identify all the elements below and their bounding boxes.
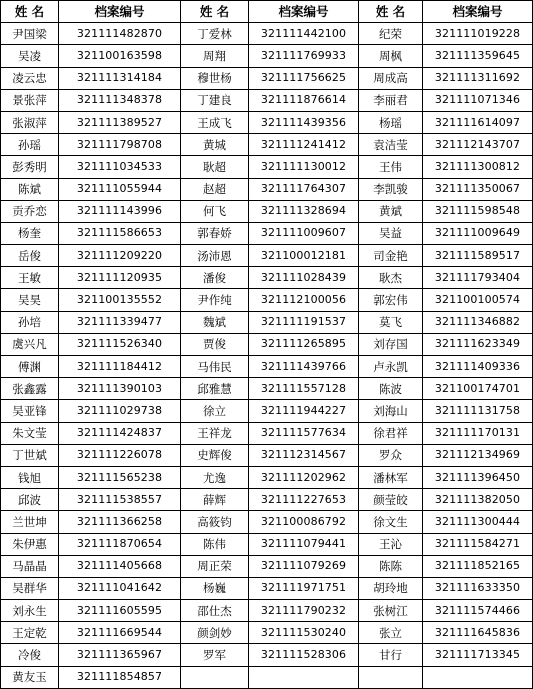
id-cell: 321100086792: [249, 511, 359, 533]
table-row: [1, 422, 533, 444]
table-row: [1, 577, 533, 599]
id-cell: 321111390103: [59, 378, 181, 400]
id-cell: 321111623349: [423, 333, 533, 355]
name-cell: 颜剑妙: [181, 622, 249, 644]
name-cell: 黄城: [181, 134, 249, 156]
table-row: [1, 156, 533, 178]
table-row: [1, 666, 533, 688]
name-cell: 黄斌: [359, 200, 423, 222]
table-row: [1, 111, 533, 133]
name-cell: 尤逸: [181, 466, 249, 488]
table-row: [1, 311, 533, 333]
id-cell: 321111079441: [249, 533, 359, 555]
id-cell: 321111424837: [59, 422, 181, 444]
table-row: [1, 289, 533, 311]
id-cell: 321111350067: [423, 178, 533, 200]
id-cell: 321112134969: [423, 444, 533, 466]
id-cell: 321111028439: [249, 267, 359, 289]
id-cell: 321111339477: [59, 311, 181, 333]
name-cell: 陈陈: [359, 555, 423, 577]
header-name-col-2: 姓 名: [181, 1, 249, 23]
name-cell: 吴凌: [1, 45, 59, 67]
table-row: [1, 644, 533, 666]
table-row: [1, 511, 533, 533]
name-cell: 耿杰: [359, 267, 423, 289]
name-cell: 颜莹皎: [359, 489, 423, 511]
id-cell: 321111055944: [59, 178, 181, 200]
id-cell: 321111526340: [59, 333, 181, 355]
name-cell: 周正荣: [181, 555, 249, 577]
id-cell: [249, 666, 359, 688]
table-row: [1, 533, 533, 555]
id-cell: 321111265895: [249, 333, 359, 355]
name-cell: 丁世斌: [1, 444, 59, 466]
name-cell: 黄友玉: [1, 666, 59, 688]
table-row: [1, 444, 533, 466]
name-cell: 袁洁莹: [359, 134, 423, 156]
header-id-col-2: 档案编号: [249, 1, 359, 23]
name-cell: 薛辉: [181, 489, 249, 511]
id-cell: [423, 666, 533, 688]
table-row: [1, 378, 533, 400]
id-cell: 321100163598: [59, 45, 181, 67]
id-cell: 321111029738: [59, 400, 181, 422]
id-cell: 321111034533: [59, 156, 181, 178]
name-cell: 王沁: [359, 533, 423, 555]
name-cell: 徐君祥: [359, 422, 423, 444]
name-cell: 罗军: [181, 644, 249, 666]
table-row: [1, 356, 533, 378]
table-row: [1, 466, 533, 488]
id-cell: 321111226078: [59, 444, 181, 466]
name-cell: 邱雅慧: [181, 378, 249, 400]
name-cell: 吴昊: [1, 289, 59, 311]
id-cell: 321111764307: [249, 178, 359, 200]
id-cell: 321111241412: [249, 134, 359, 156]
name-cell: 张鑫露: [1, 378, 59, 400]
name-cell: 邵仕杰: [181, 600, 249, 622]
id-cell: 321111852165: [423, 555, 533, 577]
table-row: [1, 89, 533, 111]
table-row: [1, 622, 533, 644]
header-id-col-1: 档案编号: [59, 1, 181, 23]
name-cell: 何飞: [181, 200, 249, 222]
id-cell: 321111227653: [249, 489, 359, 511]
id-cell: 321111365967: [59, 644, 181, 666]
name-cell: 魏斌: [181, 311, 249, 333]
name-cell: 刘存国: [359, 333, 423, 355]
id-cell: 321100100574: [423, 289, 533, 311]
id-cell: 321111079269: [249, 555, 359, 577]
id-cell: 321111442100: [249, 23, 359, 45]
name-cell: 丁爱林: [181, 23, 249, 45]
id-cell: 321111131758: [423, 400, 533, 422]
id-cell: 321111756625: [249, 67, 359, 89]
id-cell: 321111130012: [249, 156, 359, 178]
id-cell: 321111944227: [249, 400, 359, 422]
name-cell: 邱波: [1, 489, 59, 511]
id-cell: 321112314567: [249, 444, 359, 466]
table-row: [1, 600, 533, 622]
table-row: [1, 45, 533, 67]
table-row: [1, 67, 533, 89]
name-cell: 吴亚锋: [1, 400, 59, 422]
name-cell: 穆世杨: [181, 67, 249, 89]
id-cell: 321111009607: [249, 222, 359, 244]
id-cell: 321111300812: [423, 156, 533, 178]
id-cell: 321111170131: [423, 422, 533, 444]
id-cell: 321111009649: [423, 222, 533, 244]
id-cell: 321111184412: [59, 356, 181, 378]
name-cell: 兰世坤: [1, 511, 59, 533]
name-cell: 徐立: [181, 400, 249, 422]
name-cell: 周翔: [181, 45, 249, 67]
id-cell: 321111409336: [423, 356, 533, 378]
id-cell: 321112100056: [249, 289, 359, 311]
header-name-col-1: 姓 名: [1, 1, 59, 23]
id-cell: 321111557128: [249, 378, 359, 400]
id-cell: 321111071346: [423, 89, 533, 111]
table-row: [1, 23, 533, 45]
id-cell: 321111396450: [423, 466, 533, 488]
name-cell: 张立: [359, 622, 423, 644]
id-cell: 321111586653: [59, 222, 181, 244]
name-cell: 陈斌: [1, 178, 59, 200]
name-cell: 刘永生: [1, 600, 59, 622]
id-cell: 321111538557: [59, 489, 181, 511]
id-cell: 321111191537: [249, 311, 359, 333]
table-row: [1, 178, 533, 200]
id-cell: 321100174701: [423, 378, 533, 400]
id-cell: 321111633350: [423, 577, 533, 599]
name-cell: 司金艳: [359, 245, 423, 267]
name-cell: 朱伊惠: [1, 533, 59, 555]
name-cell: 杨奎: [1, 222, 59, 244]
header-row: [1, 1, 533, 23]
id-cell: 321111798708: [59, 134, 181, 156]
id-cell: 321111382050: [423, 489, 533, 511]
id-cell: 321111530240: [249, 622, 359, 644]
name-cell: 虞兴凡: [1, 333, 59, 355]
id-cell: 321111328694: [249, 200, 359, 222]
name-cell: 杨瑶: [359, 111, 423, 133]
name-cell: 耿超: [181, 156, 249, 178]
name-cell: 周成高: [359, 67, 423, 89]
table-row: [1, 489, 533, 511]
name-cell: 陈波: [359, 378, 423, 400]
id-cell: 321111019228: [423, 23, 533, 45]
name-cell: 孙瑶: [1, 134, 59, 156]
id-cell: 321111041642: [59, 577, 181, 599]
id-cell: 321111209220: [59, 245, 181, 267]
name-cell: 王祥龙: [181, 422, 249, 444]
name-cell: 贾俊: [181, 333, 249, 355]
name-cell: 钱旭: [1, 466, 59, 488]
name-cell: 朱文莹: [1, 422, 59, 444]
id-cell: 321111314184: [59, 67, 181, 89]
id-cell: 321100012181: [249, 245, 359, 267]
id-cell: 321111669544: [59, 622, 181, 644]
name-cell: 吴群华: [1, 577, 59, 599]
id-cell: 321111577634: [249, 422, 359, 444]
id-cell: 321111300444: [423, 511, 533, 533]
name-cell: 周枫: [359, 45, 423, 67]
name-cell: 尹作纯: [181, 289, 249, 311]
id-cell: 321111713345: [423, 644, 533, 666]
name-cell: 张淑萍: [1, 111, 59, 133]
name-cell: 王伟: [359, 156, 423, 178]
id-cell: 321111143996: [59, 200, 181, 222]
table-row: [1, 555, 533, 577]
table-row: [1, 222, 533, 244]
name-cell: 岳俊: [1, 245, 59, 267]
name-cell: [359, 666, 423, 688]
name-cell: 马伟民: [181, 356, 249, 378]
id-cell: 321111769933: [249, 45, 359, 67]
id-cell: 321100135552: [59, 289, 181, 311]
id-cell: 321111359645: [423, 45, 533, 67]
id-cell: 321111405668: [59, 555, 181, 577]
name-cell: 凌云忠: [1, 67, 59, 89]
name-cell: 杨巍: [181, 577, 249, 599]
name-cell: 马晶晶: [1, 555, 59, 577]
name-cell: 高筱钧: [181, 511, 249, 533]
name-cell: 赵超: [181, 178, 249, 200]
id-cell: 321111120935: [59, 267, 181, 289]
id-cell: 321111790232: [249, 600, 359, 622]
table-row: [1, 267, 533, 289]
name-cell: 李凯骏: [359, 178, 423, 200]
name-cell: 傅渊: [1, 356, 59, 378]
id-cell: 321111574466: [423, 600, 533, 622]
name-cell: 潘林军: [359, 466, 423, 488]
name-cell: 王成飞: [181, 111, 249, 133]
id-cell: 321111870654: [59, 533, 181, 555]
id-cell: 321111348378: [59, 89, 181, 111]
id-cell: 321111482870: [59, 23, 181, 45]
name-cell: 孙培: [1, 311, 59, 333]
name-cell: 罗众: [359, 444, 423, 466]
header-name-col-3: 姓 名: [359, 1, 423, 23]
name-cell: 景张萍: [1, 89, 59, 111]
id-cell: 321111605595: [59, 600, 181, 622]
id-cell: 321111528306: [249, 644, 359, 666]
table-row: [1, 134, 533, 156]
id-cell: 321111793404: [423, 267, 533, 289]
name-cell: 王敏: [1, 267, 59, 289]
name-cell: 莫飞: [359, 311, 423, 333]
name-cell: 徐文生: [359, 511, 423, 533]
name-cell: 史辉俊: [181, 444, 249, 466]
id-cell: 321111311692: [423, 67, 533, 89]
name-cell: 吴益: [359, 222, 423, 244]
id-cell: 321111971751: [249, 577, 359, 599]
name-cell: 纪荣: [359, 23, 423, 45]
name-cell: 刘海山: [359, 400, 423, 422]
name-cell: 胡玲地: [359, 577, 423, 599]
id-cell: 321111202962: [249, 466, 359, 488]
header-id-col-3: 档案编号: [423, 1, 533, 23]
name-cell: [181, 666, 249, 688]
table-row: [1, 200, 533, 222]
name-cell: 甘行: [359, 644, 423, 666]
id-cell: 321111598548: [423, 200, 533, 222]
name-cell: 张树江: [359, 600, 423, 622]
id-cell: 321112143707: [423, 134, 533, 156]
id-cell: 321111389527: [59, 111, 181, 133]
name-cell: 郭春娇: [181, 222, 249, 244]
id-cell: 321111439766: [249, 356, 359, 378]
table-body: [1, 23, 533, 689]
name-cell: 李丽君: [359, 89, 423, 111]
name-cell: 潘俊: [181, 267, 249, 289]
id-cell: 321111366258: [59, 511, 181, 533]
table-row: [1, 400, 533, 422]
id-cell: 321111584271: [423, 533, 533, 555]
id-cell: 321111876614: [249, 89, 359, 111]
id-cell: 321111439356: [249, 111, 359, 133]
name-cell: 尹国梁: [1, 23, 59, 45]
id-cell: 321111565238: [59, 466, 181, 488]
name-cell: 贡乔恋: [1, 200, 59, 222]
name-cell: 冷俊: [1, 644, 59, 666]
id-cell: 321111614097: [423, 111, 533, 133]
name-cell: 卢永凯: [359, 356, 423, 378]
name-cell: 陈伟: [181, 533, 249, 555]
table-row: [1, 245, 533, 267]
id-cell: 321111645836: [423, 622, 533, 644]
name-cell: 彭秀明: [1, 156, 59, 178]
table-row: [1, 333, 533, 355]
id-cell: 321111346882: [423, 311, 533, 333]
name-cell: 汤沛恩: [181, 245, 249, 267]
name-cell: 王定乾: [1, 622, 59, 644]
id-cell: 321111589517: [423, 245, 533, 267]
id-cell: 321111854857: [59, 666, 181, 688]
name-cell: 丁建良: [181, 89, 249, 111]
name-cell: 郭宏伟: [359, 289, 423, 311]
